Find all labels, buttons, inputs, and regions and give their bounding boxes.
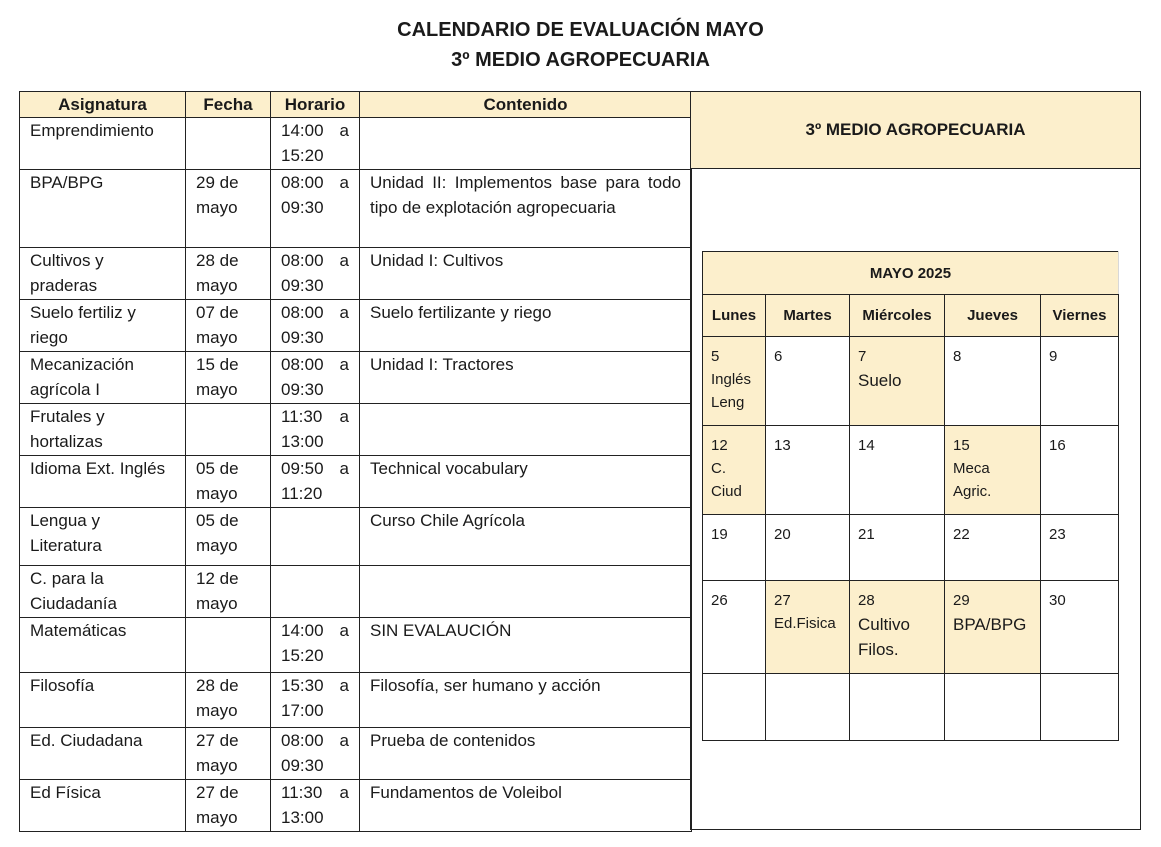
calendar-month: MAYO 2025 bbox=[703, 252, 1119, 295]
weekday-martes: Martes bbox=[766, 295, 850, 337]
cell-asignatura: Matemáticas bbox=[20, 618, 186, 673]
day-number: 5 bbox=[711, 348, 720, 365]
calendar-day-cell bbox=[1041, 426, 1119, 515]
cell-contenido bbox=[360, 118, 692, 170]
cell-asignatura: Filosofía bbox=[20, 673, 186, 728]
cell-asignatura: Idioma Ext. Inglés bbox=[20, 456, 186, 508]
cell-horario: 08:00 a 09:30 bbox=[271, 352, 360, 404]
calendar-week bbox=[703, 674, 1119, 741]
header-horario: Horario bbox=[271, 92, 360, 118]
cell-contenido: Unidad II: Implementos base para todo tipo de explotación agropecuaria bbox=[360, 170, 692, 248]
cell-fecha: 15 de mayo bbox=[186, 352, 271, 404]
cell-horario: 08:00 a 09:30 bbox=[271, 728, 360, 780]
day-number: 9 bbox=[1049, 348, 1058, 365]
cell-contenido: Prueba de contenidos bbox=[360, 728, 692, 780]
cell-contenido: Filosofía, ser humano y acción bbox=[360, 673, 692, 728]
cell-contenido: Technical vocabulary bbox=[360, 456, 692, 508]
document-title: CALENDARIO DE EVALUACIÓN MAYO bbox=[397, 19, 764, 41]
table-row bbox=[20, 618, 692, 673]
day-number: 22 bbox=[953, 526, 970, 543]
cell-fecha bbox=[186, 618, 271, 673]
calendar-day-cell bbox=[766, 581, 850, 674]
calendar-day-cell bbox=[945, 426, 1041, 515]
cell-fecha: 12 de mayo bbox=[186, 566, 271, 618]
evaluation-table bbox=[19, 91, 692, 832]
cell-horario: 08:00 a 09:30 bbox=[271, 300, 360, 352]
calendar-day-cell bbox=[766, 337, 850, 426]
cell-asignatura: Suelo fertiliz y riego bbox=[20, 300, 186, 352]
cell-fecha: 29 de mayo bbox=[186, 170, 271, 248]
day-number: 26 bbox=[711, 592, 728, 609]
cell-horario: 08:00 a 09:30 bbox=[271, 248, 360, 300]
day-note: Inglés Leng bbox=[711, 371, 752, 411]
cell-asignatura: Ed. Ciudadana bbox=[20, 728, 186, 780]
calendar-day-cell bbox=[850, 515, 945, 581]
table-row bbox=[20, 566, 692, 618]
cell-asignatura: Cultivos y praderas bbox=[20, 248, 186, 300]
day-number: 16 bbox=[1049, 437, 1066, 454]
table-row bbox=[20, 300, 692, 352]
calendar-day-cell bbox=[945, 674, 1041, 741]
cell-contenido: Unidad I: Cultivos bbox=[360, 248, 692, 300]
table-row bbox=[20, 404, 692, 456]
cell-fecha: 07 de mayo bbox=[186, 300, 271, 352]
calendar-table bbox=[702, 251, 1119, 741]
day-number: 19 bbox=[711, 526, 728, 543]
calendar-day-cell bbox=[766, 515, 850, 581]
cell-contenido: Unidad I: Tractores bbox=[360, 352, 692, 404]
calendar-week bbox=[703, 515, 1119, 581]
calendar-week bbox=[703, 581, 1119, 674]
day-note: Cultivo Filos. bbox=[858, 615, 910, 659]
table-row bbox=[20, 508, 692, 566]
cell-asignatura: Mecanización agrícola I bbox=[20, 352, 186, 404]
day-number: 8 bbox=[953, 348, 962, 365]
calendar-week bbox=[703, 337, 1119, 426]
cell-horario: 14:00 a 15:20 bbox=[271, 118, 360, 170]
calendar-day-cell bbox=[850, 426, 945, 515]
day-number: 6 bbox=[774, 348, 783, 365]
day-number: 14 bbox=[858, 437, 875, 454]
cell-horario: 09:50 a 11:20 bbox=[271, 456, 360, 508]
cell-contenido bbox=[360, 566, 692, 618]
calendar-day-cell bbox=[1041, 581, 1119, 674]
day-note: Suelo bbox=[858, 371, 902, 390]
cell-contenido bbox=[360, 404, 692, 456]
weekday-miércoles: Miércoles bbox=[850, 295, 945, 337]
weekday-jueves: Jueves bbox=[945, 295, 1041, 337]
table-row bbox=[20, 118, 692, 170]
cell-fecha: 28 de mayo bbox=[186, 673, 271, 728]
day-number: 30 bbox=[1049, 592, 1066, 609]
cell-contenido: SIN EVALAUCIÓN bbox=[360, 618, 692, 673]
table-row bbox=[20, 456, 692, 508]
day-note: BPA/BPG bbox=[953, 615, 1027, 634]
day-number: 20 bbox=[774, 526, 791, 543]
calendar-day-cell bbox=[945, 581, 1041, 674]
cell-horario: 11:30 a 13:00 bbox=[271, 404, 360, 456]
cell-fecha: 05 de mayo bbox=[186, 508, 271, 566]
cell-contenido: Curso Chile Agrícola bbox=[360, 508, 692, 566]
cell-contenido: Suelo fertilizante y riego bbox=[360, 300, 692, 352]
table-row bbox=[20, 673, 692, 728]
calendar-day-cell bbox=[945, 337, 1041, 426]
cell-fecha: 27 de mayo bbox=[186, 780, 271, 832]
day-number: 29 bbox=[953, 592, 970, 609]
cell-asignatura: Emprendimiento bbox=[20, 118, 186, 170]
day-note: Ed.Fisica bbox=[774, 615, 836, 632]
calendar-day-cell bbox=[1041, 515, 1119, 581]
day-number: 15 bbox=[953, 437, 970, 454]
calendar-day-cell bbox=[850, 674, 945, 741]
calendar-week bbox=[703, 426, 1119, 515]
cell-horario: 14:00 a 15:20 bbox=[271, 618, 360, 673]
calendar-day-cell bbox=[703, 337, 766, 426]
day-number: 13 bbox=[774, 437, 791, 454]
header-fecha: Fecha bbox=[186, 92, 271, 118]
cell-fecha bbox=[186, 118, 271, 170]
cell-asignatura: Frutales y hortalizas bbox=[20, 404, 186, 456]
day-number: 27 bbox=[774, 592, 791, 609]
day-number: 7 bbox=[858, 348, 867, 365]
cell-horario: 08:00 a 09:30 bbox=[271, 170, 360, 248]
table-row bbox=[20, 352, 692, 404]
day-number: 23 bbox=[1049, 526, 1066, 543]
calendar-day-cell bbox=[766, 426, 850, 515]
panel-title: 3º MEDIO AGROPECUARIA bbox=[691, 92, 1140, 169]
cell-horario bbox=[271, 508, 360, 566]
cell-fecha bbox=[186, 404, 271, 456]
calendar-day-cell bbox=[1041, 337, 1119, 426]
table-row bbox=[20, 728, 692, 780]
calendar-day-cell bbox=[703, 581, 766, 674]
calendar-day-cell bbox=[1041, 674, 1119, 741]
day-note: Meca Agric. bbox=[953, 460, 992, 500]
cell-fecha: 27 de mayo bbox=[186, 728, 271, 780]
calendar-day-cell bbox=[703, 674, 766, 741]
cell-horario: 15:30 a 17:00 bbox=[271, 673, 360, 728]
calendar-day-cell bbox=[850, 337, 945, 426]
day-number: 21 bbox=[858, 526, 875, 543]
cell-asignatura: Lengua y Literatura bbox=[20, 508, 186, 566]
calendar-day-cell bbox=[703, 515, 766, 581]
weekday-lunes: Lunes bbox=[703, 295, 766, 337]
cell-asignatura: C. para la Ciudadanía bbox=[20, 566, 186, 618]
weekday-viernes: Viernes bbox=[1041, 295, 1119, 337]
document-subtitle: 3º MEDIO AGROPECUARIA bbox=[451, 49, 710, 71]
cell-contenido: Fundamentos de Voleibol bbox=[360, 780, 692, 832]
header-contenido: Contenido bbox=[360, 92, 692, 118]
table-header-row bbox=[20, 92, 692, 118]
day-number: 12 bbox=[711, 437, 728, 454]
table-row bbox=[20, 170, 692, 248]
cell-fecha: 05 de mayo bbox=[186, 456, 271, 508]
calendar-day-cell bbox=[703, 426, 766, 515]
cell-horario: 11:30 a 13:00 bbox=[271, 780, 360, 832]
cell-asignatura: Ed Física bbox=[20, 780, 186, 832]
calendar-day-cell bbox=[766, 674, 850, 741]
cell-fecha: 28 de mayo bbox=[186, 248, 271, 300]
calendar-day-cell bbox=[945, 515, 1041, 581]
day-number: 28 bbox=[858, 592, 875, 609]
cell-asignatura: BPA/BPG bbox=[20, 170, 186, 248]
weekday-row bbox=[703, 295, 1119, 337]
header-asignatura: Asignatura bbox=[20, 92, 186, 118]
calendar-day-cell bbox=[850, 581, 945, 674]
table-row bbox=[20, 248, 692, 300]
cell-horario bbox=[271, 566, 360, 618]
day-note: C. Ciud bbox=[711, 460, 742, 500]
table-row bbox=[20, 780, 692, 832]
